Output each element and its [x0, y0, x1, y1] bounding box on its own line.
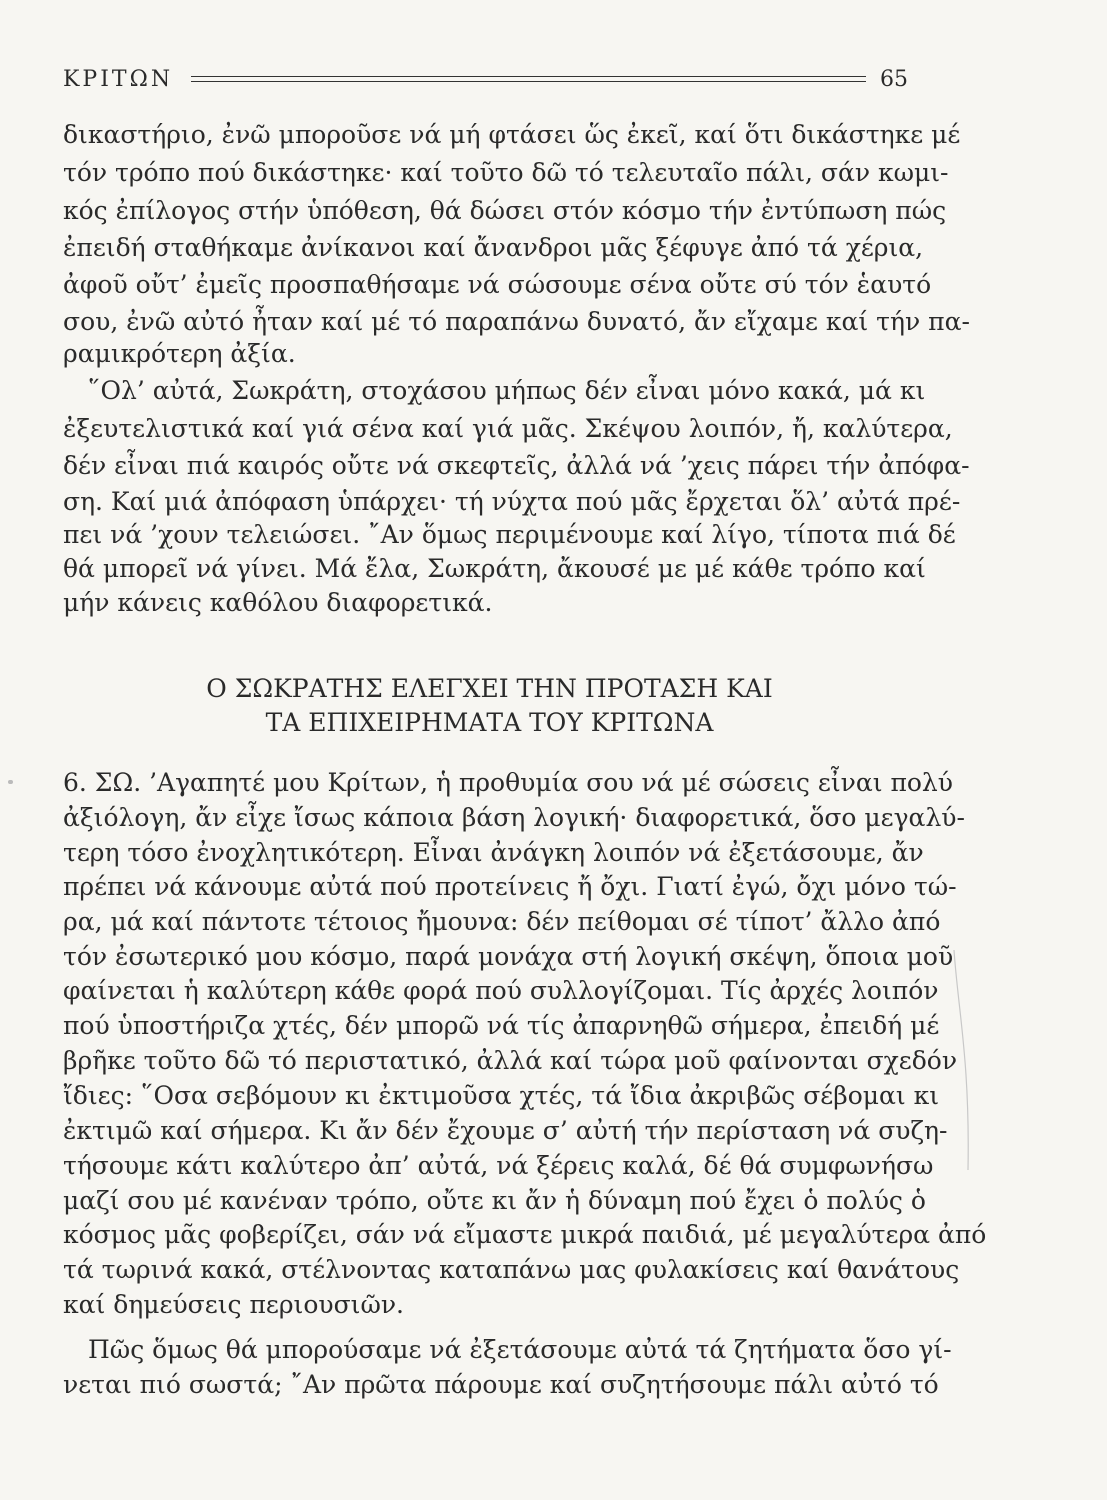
- text-line: ἐπειδή σταθήκαμε ἀνίκανοι καί ἄνανδροι μᾶς ξέφυγε ἀπό τά χέρια,: [63, 233, 924, 262]
- page-header: [63, 64, 908, 94]
- text-line: τόν τρόπο πού δικάστηκε· καί τοῦτο δῶ τό τελευταῖο πάλι, σάν κωμι-: [63, 158, 949, 187]
- text-line: ῞Ολ’ αὐτά, Σωκράτη, στοχάσου μήπως δέν εἶναι μόνο κακά, μά κι: [88, 376, 926, 405]
- text-line: ἴδιες: ῞Οσα σεβόμουν κι ἐκτιμοῦσα χτές, τά ἴδια ἀκριβῶς σέβομαι κι: [63, 1081, 940, 1110]
- margin-mark: [8, 780, 13, 784]
- text-line: ραμικρότερη ἀξία.: [63, 339, 296, 368]
- text-line: τόν ἐσωτερικό μου κόσμο, παρά μονάχα στή λογική σκέψη, ὅποια μοῦ: [63, 942, 954, 971]
- text-line: βρῆκε τοῦτο δῶ τό περιστατικό, ἀλλά καί τώρα μοῦ φαίνονται σχεδόν: [63, 1046, 958, 1075]
- text-line: δικαστήριο, ἐνῶ μποροῦσε νά μή φτάσει ὥς ἐκεῖ, καί ὅτι δικάστηκε μέ: [63, 120, 961, 149]
- text-line: ἀξιόλογη, ἄν εἶχε ἴσως κάποια βάση λογική· διαφορετικά, ὅσο μεγαλύ-: [63, 803, 965, 832]
- text-line: κόσμος μᾶς φοβερίζει, σάν νά εἴμαστε μικρά παιδιά, μέ μεγαλύτερα ἀπό: [63, 1220, 987, 1249]
- page-edge-pencil-mark: [950, 950, 974, 1170]
- text-line: ρα, μά καί πάντοτε τέτοιος ἤμουνα: δέν πείθομαι σέ τίποτ’ ἄλλο ἀπό: [63, 907, 941, 936]
- text-line: ση. Καί μιά ἀπόφαση ὑπάρχει· τή νύχτα πού μᾶς ἔρχεται ὅλ’ αὐτά πρέ-: [63, 487, 961, 516]
- text-line: πού ὑποστήριζα χτές, δέν μπορῶ νά τίς ἀπαρνηθῶ σήμερα, ἐπειδή μέ: [63, 1011, 940, 1040]
- text-line: ἀφοῦ οὔτ’ ἐμεῖς προσπαθήσαμε νά σώσουμε σένα οὔτε σύ τόν ἑαυτό: [63, 270, 932, 299]
- text-line: Πῶς ὅμως θά μπορούσαμε νά ἐξετάσουμε αὐτά τά ζητήματα ὅσο γί-: [88, 1335, 952, 1364]
- text-line: καί δημεύσεις περιουσιῶν.: [63, 1290, 404, 1319]
- text-line: μαζί σου μέ κανέναν τρόπο, οὔτε κι ἄν ἡ δύναμη πού ἔχει ὁ πολύς ὁ: [63, 1186, 926, 1215]
- text-line: κός ἐπίλογος στήν ὑπόθεση, θά δώσει στόν κόσμο τήν ἐντύπωση πώς: [63, 196, 947, 225]
- text-line: τερη τόσο ἐνοχλητικότερη. Εἶναι ἀνάγκη λοιπόν νά ἐξετάσουμε, ἄν: [63, 838, 924, 867]
- text-line: τήσουμε κάτι καλύτερο ἀπ’ αὐτά, νά ξέρεις καλά, δέ θά συμφωνήσω: [63, 1151, 934, 1180]
- text-line: σου, ἐνῶ αὐτό ἦταν καί μέ τό παραπάνω δυνατό, ἄν εἴχαμε καί τήν πα-: [63, 307, 970, 336]
- text-line: πει νά ’χουν τελειώσει. ῎Αν ὅμως περιμένουμε καί λίγο, τίποτα πιά δέ: [63, 520, 956, 549]
- text-line: τά τωρινά κακά, στέλνοντας καταπάνω μας φυλακίσεις καί θανάτους: [63, 1255, 960, 1284]
- text-line: θά μπορεῖ νά γίνει. Μά ἔλα, Σωκράτη, ἄκουσέ με μέ κάθε τρόπο καί: [63, 554, 926, 583]
- page-number: 65: [880, 66, 908, 92]
- text-line: ἐκτιμῶ καί σήμερα. Κι ἄν δέν ἔχουμε σ’ αὐτή τήν περίσταση νά συζη-: [63, 1116, 948, 1145]
- text-line: δέν εἶναι πιά καιρός οὔτε νά σκεφτεῖς, ἀλλά νά ’χεις πάρει τήν ἀπόφα-: [63, 451, 970, 480]
- header-double-rule: [191, 76, 866, 82]
- text-line: νεται πιό σωστά; ῎Αν πρῶτα πάρουμε καί συζητήσουμε πάλι αὐτό τό: [63, 1370, 939, 1399]
- section-heading: Ο ΣΩΚΡΑΤΗΣ ΕΛΕΓΧΕΙ ΤΗΝ ΠΡΟΤΑΣΗ ΚΑΙ: [206, 674, 773, 703]
- text-line: πρέπει νά κάνουμε αὐτά πού προτείνεις ἤ ὄχι. Γιατί ἐγώ, ὄχι μόνο τώ-: [63, 872, 957, 901]
- section-heading: ΤΑ ΕΠΙΧΕΙΡΗΜΑΤΑ ΤΟΥ ΚΡΙΤΩΝΑ: [265, 708, 714, 737]
- text-line: φαίνεται ἡ καλύτερη κάθε φορά πού συλλογίζομαι. Τίς ἀρχές λοιπόν: [63, 976, 939, 1005]
- running-title: ΚΡΙΤΩΝ: [63, 66, 174, 92]
- text-line: 6. ΣΩ. ’Αγαπητέ μου Κρίτων, ἡ προθυμία σου νά μέ σώσεις εἶναι πολύ: [63, 768, 953, 797]
- text-line: μήν κάνεις καθόλου διαφορετικά.: [63, 588, 493, 617]
- text-line: ἐξευτελιστικά καί γιά σένα καί γιά μᾶς. Σκέψου λοιπόν, ἤ, καλύτερα,: [63, 414, 953, 443]
